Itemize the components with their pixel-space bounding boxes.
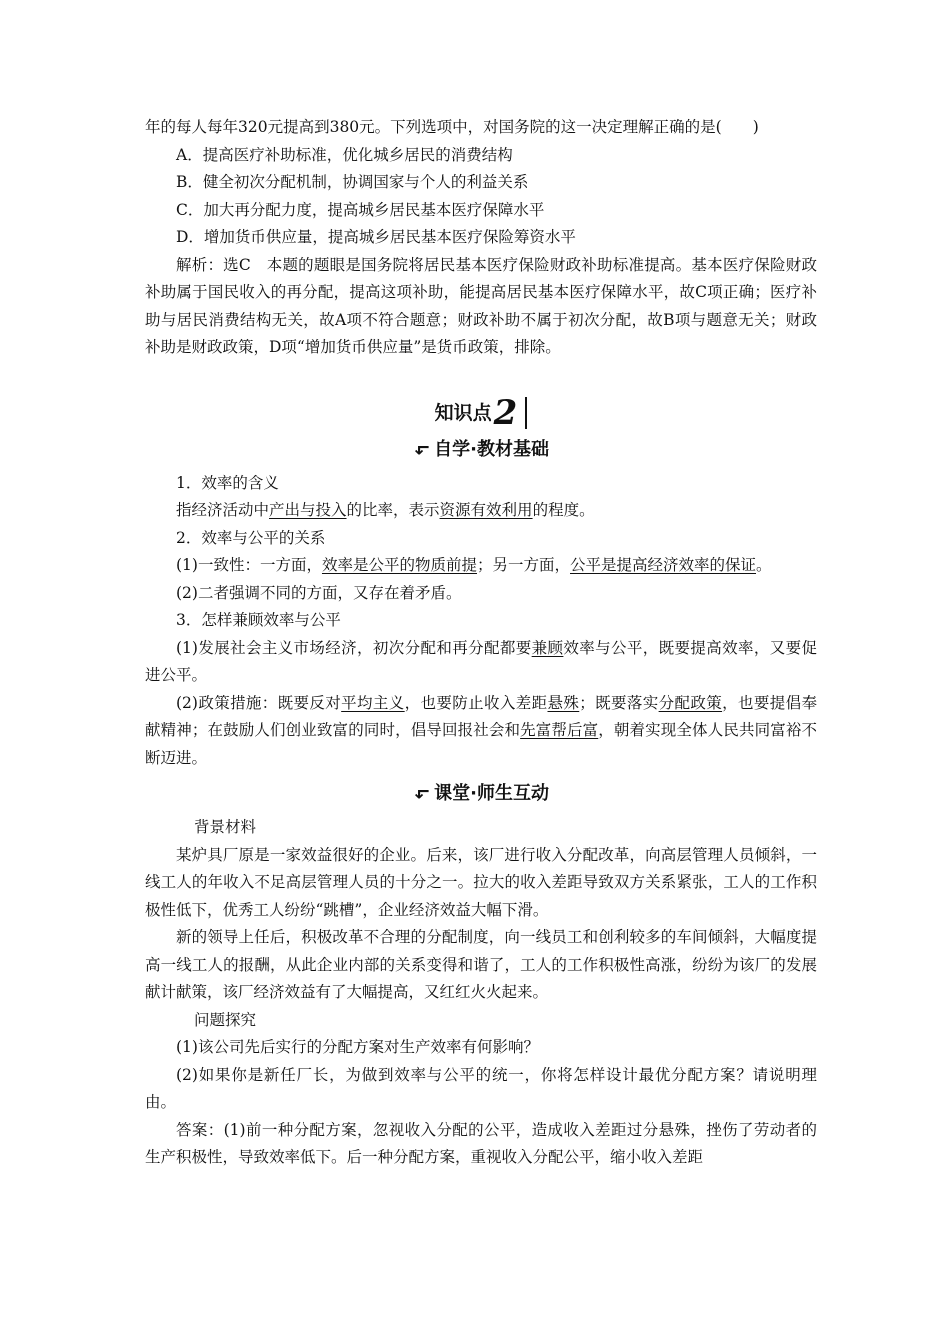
item-heading: 2．效率与公平的关系 (176, 528, 326, 547)
answer-paragraph: 答案：(1)前一种分配方案，忽视收入分配的公平，造成收入差距过分悬殊，挫伤了劳动者的生产积极性，导致效率低下。后一种分配方案，重视收入分配公平，缩小收入差距 (145, 1120, 817, 1166)
analysis-paragraph: 解析：选C 本题的题眼是国务院将居民基本医疗保险财政补助标准提高。基本医疗保险财政补助属于国民收入的再分配，提高这项补助，能提高居民基本医疗保障水平，故C项正确；医疗补助与居民消费结构无关，故A项不符合题意；财政补助不属于初次分配，故B项与题意无关；财政补助是财政政策，D项“增加货币供应量”是货币政策，排除。 (145, 255, 817, 356)
relation-text: (2)二者强调不同的方面，又存在着矛盾。 (176, 583, 462, 602)
method-text: (1)发展社会主义市场经济，初次分配和再分配都要兼顾效率与公平，既要提高效率，又要促进公平。 (145, 638, 817, 684)
background-paragraph: 某炉具厂原是一家效益很好的企业。后来，该厂进行收入分配改革，向高层管理人员倾斜，一线工人的年收入不足高层管理人员的十分之一。拉大的收入差距导致双方关系紧张，工人的工作积极性低下，优秀工人纷纷“跳槽”，企业经济效益大幅下滑。 (145, 845, 817, 919)
key-term: 公平是提高经济效率的保证 (570, 556, 757, 574)
question-item: (1)该公司先后实行的分配方案对生产效率有何影响？ (176, 1038, 539, 1056)
section-heading-self-study (145, 434, 817, 464)
option-d: D．增加货币供应量，提高城乡居民基本医疗保险筹资水平 (176, 228, 576, 246)
option-c: C．加大再分配力度，提高城乡居民基本医疗保障水平 (176, 200, 545, 219)
item-heading: 1．效率的含义 (176, 473, 279, 492)
knowledge-point-heading (145, 392, 817, 432)
arrow-icon: ↳ (410, 786, 432, 802)
relation-text: (1)一致性：一方面，效率是公平的物质前提；另一方面，公平是提高经济效率的保证。 (176, 556, 772, 574)
key-term: 分配政策 (658, 693, 723, 712)
knowledge-point-number: 2 (493, 392, 518, 433)
item-heading: 3．怎样兼顾效率与公平 (176, 611, 341, 629)
question-item: (2)如果你是新任厂长，为做到效率与公平的统一，你将怎样设计最优分配方案？请说明理由。 (145, 1065, 817, 1111)
key-term: 悬殊 (547, 693, 580, 712)
section-heading-classroom (145, 778, 817, 808)
method-text: (2)政策措施：既要反对平均主义，也要防止收入差距悬殊；既要落实分配政策，也要提倡奉献精神；在鼓励人们创业致富的同时，倡导回报社会和先富帮后富，朝着实现全体人民共同富裕不断迈进。 (145, 693, 817, 767)
definition-text: 指经济活动中产出与投入的比率，表示资源有效利用的程度。 (176, 501, 595, 519)
key-term: 资源有效利用 (439, 501, 533, 519)
sub-label: 问题探究 (194, 1010, 257, 1029)
question-stem: 年的每人每年320元提高到380元。下列选项中，对国务院的这一决定理解正确的是( ) (145, 118, 759, 136)
section-title: 课堂·师生互动 (434, 783, 549, 804)
key-term: 效率是公平的物质前提 (321, 556, 477, 574)
heading-divider (525, 397, 527, 429)
key-term: 先富帮后富 (520, 721, 599, 739)
sub-label: 背景材料 (194, 818, 257, 836)
option-b: B．健全初次分配机制，协调国家与个人的利益关系 (176, 173, 529, 191)
background-paragraph: 新的领导上任后，积极改革不合理的分配制度，向一线员工和创利较多的车间倾斜，大幅度提高一线工人的报酬，从此企业内部的关系变得和谐了，工人的工作积极性高涨，纷纷为该厂的发展献计献策，该厂经济效益有了大幅提高，又红红火火起来。 (145, 928, 817, 1001)
option-a: A．提高医疗补助标准，优化城乡居民的消费结构 (176, 145, 513, 164)
key-term: 平均主义 (341, 693, 405, 712)
arrow-icon: ↳ (410, 441, 432, 458)
section-title: 自学·教材基础 (434, 438, 549, 460)
document-page (145, 114, 817, 1172)
knowledge-point-label: 知识点 (434, 401, 492, 424)
key-term: 兼顾 (531, 638, 564, 657)
key-term: 产出与投入 (269, 501, 347, 519)
